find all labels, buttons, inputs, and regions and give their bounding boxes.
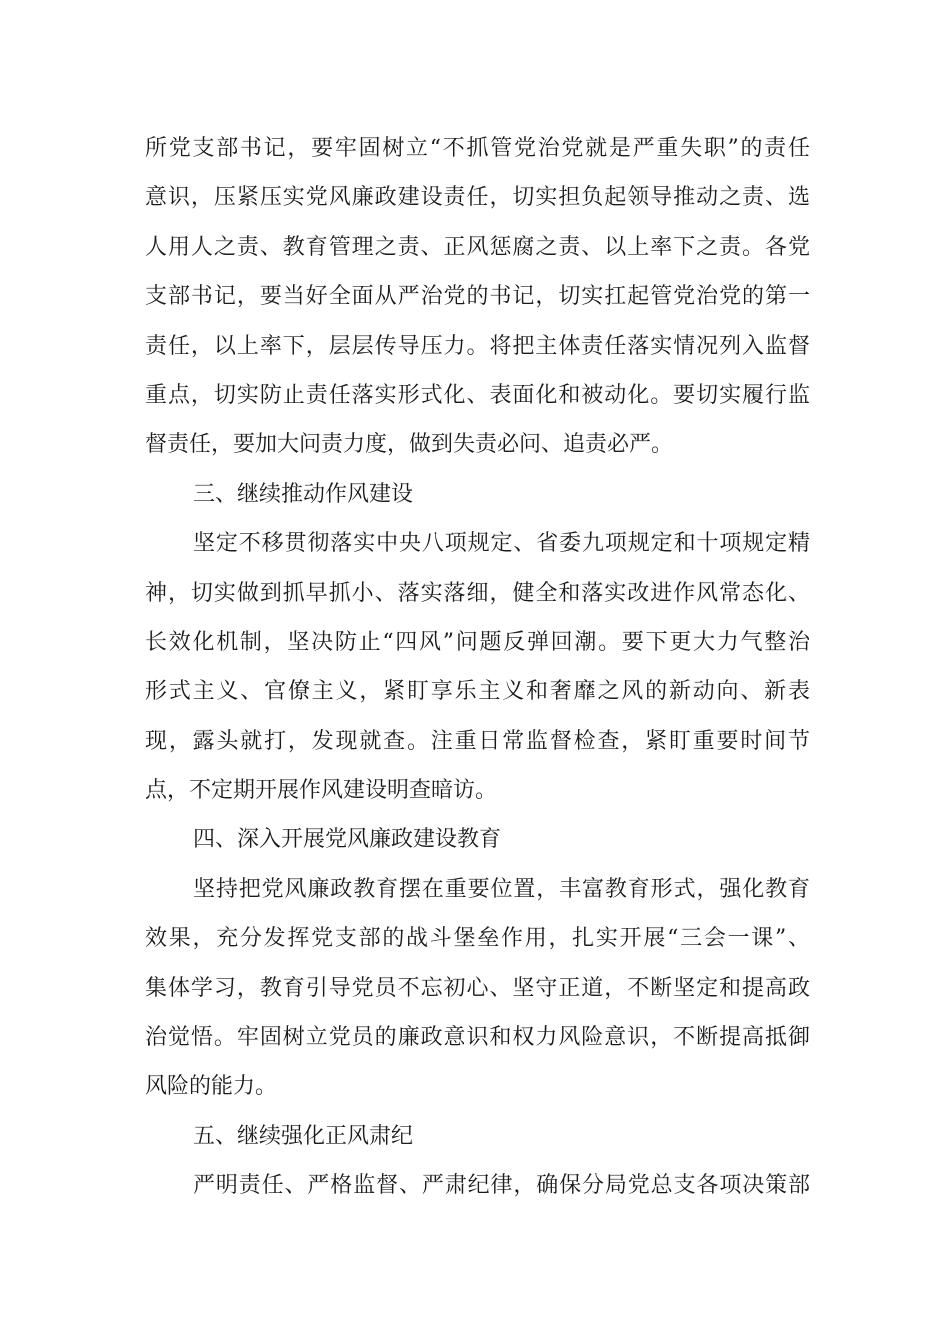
section-heading: 四、深入开展党风廉政建设教育 (193, 827, 502, 853)
paragraph-line: 重点，切实防止责任落实形式化、表面化和被动化。要切实履行监 (145, 382, 810, 408)
paragraph-line: 坚定不移贯彻落实中央八项规定、省委九项规定和十项规定精 (193, 531, 810, 557)
section-heading: 五、继续强化正风肃纪 (193, 1123, 414, 1149)
paragraph-line: 治觉悟。牢固树立党员的廉政意识和权力风险意识，不断提高抵御 (145, 1025, 810, 1051)
paragraph-line: 集体学习，教育引导党员不忘初心、坚守正道，不断坚定和提高政 (145, 975, 810, 1001)
paragraph-line: 点，不定期开展作风建设明查暗访。 (145, 778, 498, 804)
section-heading: 三、继续推动作风建设 (193, 481, 414, 507)
paragraph-line: 督责任，要加大问责力度，做到失责必问、追责必严。 (145, 432, 674, 458)
paragraph-line: 形式主义、官僚主义，紧盯享乐主义和奢靡之风的新动向、新表 (145, 679, 810, 705)
paragraph-line: 意识，压紧压实党风廉政建设责任，切实担负起领导推动之责、选 (145, 185, 810, 211)
paragraph-line: 效果，充分发挥党支部的战斗堡垒作用，扎实开展“三会一课”、 (145, 926, 810, 952)
paragraph-line: 坚持把党风廉政教育摆在重要位置，丰富教育形式，强化教育 (193, 876, 810, 902)
body-text (145, 124, 810, 1211)
paragraph-line: 人用人之责、教育管理之责、正风惩腐之责、以上率下之责。各党 (145, 234, 810, 260)
paragraph-line: 所党支部书记，要牢固树立“不抓管党治党就是严重失职”的责任 (145, 136, 810, 161)
paragraph-line: 风险的能力。 (145, 1074, 278, 1100)
paragraph-line: 责任，以上率下，层层传导压力。将把主体责任落实情况列入监督 (145, 333, 810, 359)
paragraph-line: 现，露头就打，发现就查。注重日常监督检查，紧盯重要时间节 (145, 728, 810, 754)
paragraph-line: 神，切实做到抓早抓小、落实落细，健全和落实改进作风常态化、 (145, 580, 810, 606)
paragraph-line: 支部书记，要当好全面从严治党的书记，切实扛起管党治党的第一 (145, 284, 810, 310)
paragraph-line: 严明责任、严格监督、严肃纪律，确保分局党总支各项决策部 (193, 1173, 810, 1199)
paragraph-line: 长效化机制，坚决防止“四风”问题反弹回潮。要下更大力气整治 (145, 629, 810, 655)
